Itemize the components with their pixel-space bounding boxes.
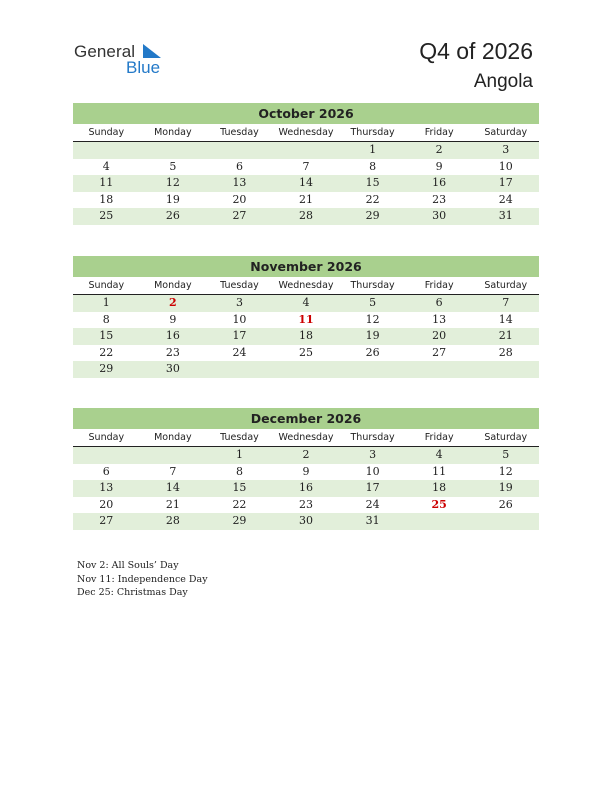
- weekday-label: Sunday: [88, 432, 125, 443]
- day-cell: 16: [299, 481, 314, 494]
- weekday-header-row: [73, 429, 539, 447]
- day-cell: 3: [235, 296, 243, 309]
- weekday-label: Tuesday: [220, 127, 259, 138]
- holiday-day-cell: 2: [169, 296, 177, 309]
- day-cell: [472, 361, 539, 378]
- weekday-label: Saturday: [484, 280, 528, 291]
- day-cell: 21: [299, 192, 314, 206]
- day-cell: 8: [102, 312, 110, 326]
- day-cell: 2: [435, 143, 443, 156]
- weekday-label: Sunday: [88, 280, 125, 291]
- weekday-header-row: [73, 124, 539, 142]
- day-cell: 6: [435, 296, 443, 309]
- day-cell: 11: [99, 176, 114, 189]
- weekday-label: Tuesday: [220, 432, 259, 443]
- day-cell: 4: [302, 296, 310, 309]
- day-cell: 9: [169, 312, 177, 326]
- day-cell: [206, 142, 273, 159]
- day-cell: 9: [435, 159, 443, 173]
- week-row: [73, 295, 539, 312]
- week-row: [73, 192, 539, 209]
- weekday-label: Thursday: [350, 127, 395, 138]
- weekday-label: Friday: [424, 280, 454, 291]
- day-cell: 23: [432, 192, 447, 206]
- day-cell: 20: [432, 329, 447, 342]
- day-cell: 4: [102, 159, 110, 173]
- day-cell: 16: [165, 329, 180, 342]
- day-cell: 27: [99, 514, 114, 527]
- day-cell: 19: [165, 192, 180, 206]
- day-cell: 19: [365, 329, 380, 342]
- day-cell: [472, 513, 539, 530]
- day-cell: 12: [498, 464, 513, 478]
- day-cell: 24: [365, 497, 380, 511]
- day-cell: [406, 513, 473, 530]
- day-cell: 6: [102, 464, 110, 478]
- month-title: October 2026: [73, 103, 539, 124]
- day-cell: [140, 447, 207, 464]
- day-cell: 15: [365, 176, 380, 189]
- day-cell: 2: [302, 448, 310, 461]
- week-row: [73, 480, 539, 497]
- day-cell: 29: [365, 209, 380, 222]
- day-cell: 23: [165, 345, 180, 359]
- day-cell: 27: [432, 345, 447, 359]
- day-cell: 22: [99, 345, 114, 359]
- day-cell: 10: [365, 464, 380, 478]
- day-cell: 1: [235, 448, 243, 461]
- day-cell: 8: [369, 159, 377, 173]
- day-cell: 8: [235, 464, 243, 478]
- day-cell: 28: [299, 209, 314, 222]
- day-cell: [339, 361, 406, 378]
- day-cell: 21: [165, 497, 180, 511]
- day-cell: 10: [232, 312, 247, 326]
- day-cell: 18: [432, 481, 447, 494]
- day-cell: 30: [299, 514, 314, 527]
- generalblue-logo: [74, 42, 174, 78]
- weekday-label: Monday: [154, 127, 192, 138]
- weekday-label: Thursday: [350, 432, 395, 443]
- day-cell: 3: [502, 143, 510, 156]
- day-cell: 1: [102, 296, 110, 309]
- day-cell: 9: [302, 464, 310, 478]
- day-cell: 4: [435, 448, 443, 461]
- day-cell: 6: [235, 159, 243, 173]
- day-cell: 17: [232, 329, 247, 342]
- month-title: November 2026: [73, 256, 539, 277]
- holiday-note: Nov 11: Independence Day: [77, 573, 208, 585]
- weekday-label: Wednesday: [278, 127, 334, 138]
- month-calendar-november: [73, 256, 539, 378]
- day-cell: [273, 142, 340, 159]
- day-cell: 12: [365, 312, 380, 326]
- holiday-notes: [77, 559, 208, 600]
- day-cell: 23: [299, 497, 314, 511]
- day-cell: 17: [498, 176, 513, 189]
- week-row: [73, 159, 539, 176]
- logo-triangle-icon: [141, 44, 163, 60]
- day-cell: 5: [369, 296, 377, 309]
- day-cell: 12: [165, 176, 180, 189]
- day-cell: 30: [165, 362, 180, 375]
- day-cell: 22: [232, 497, 247, 511]
- week-row: [73, 328, 539, 345]
- day-cell: [73, 142, 140, 159]
- week-row: [73, 175, 539, 192]
- day-cell: [73, 447, 140, 464]
- day-cell: 15: [99, 329, 114, 342]
- weekday-label: Friday: [424, 127, 454, 138]
- week-row: [73, 497, 539, 514]
- weekday-label: Thursday: [350, 280, 395, 291]
- week-row: [73, 345, 539, 362]
- day-cell: 18: [299, 329, 314, 342]
- day-cell: 7: [302, 159, 310, 173]
- day-cell: 17: [365, 481, 380, 494]
- day-cell: 13: [99, 481, 114, 494]
- day-cell: 31: [498, 209, 513, 222]
- day-cell: 28: [498, 345, 513, 359]
- day-cell: 27: [232, 209, 247, 222]
- weekday-label: Wednesday: [278, 432, 334, 443]
- country-name: Angola: [473, 71, 533, 92]
- weekday-label: Sunday: [88, 127, 125, 138]
- day-cell: 7: [169, 464, 177, 478]
- day-cell: 29: [232, 514, 247, 527]
- day-cell: 18: [99, 192, 114, 206]
- day-cell: 5: [502, 448, 510, 461]
- day-cell: 21: [498, 329, 513, 342]
- day-cell: 26: [165, 209, 180, 222]
- day-cell: 16: [432, 176, 447, 189]
- day-cell: 26: [365, 345, 380, 359]
- day-cell: 25: [99, 209, 114, 222]
- day-cell: 20: [232, 192, 247, 206]
- day-cell: [206, 361, 273, 378]
- week-row: [73, 312, 539, 329]
- day-cell: 14: [299, 176, 314, 189]
- weekday-label: Saturday: [484, 432, 528, 443]
- logo-word-general: General: [74, 42, 136, 61]
- logo-word-blue: Blue: [126, 58, 161, 77]
- day-cell: 28: [165, 514, 180, 527]
- holiday-day-cell: 11: [298, 312, 314, 326]
- day-cell: 10: [498, 159, 513, 173]
- day-cell: 29: [99, 362, 114, 375]
- page-title: Q4 of 2026: [419, 38, 533, 64]
- day-cell: 14: [165, 481, 180, 494]
- weekday-label: Wednesday: [278, 280, 334, 291]
- day-cell: 20: [99, 497, 114, 511]
- holiday-note: Dec 25: Christmas Day: [77, 587, 188, 598]
- day-cell: 1: [369, 143, 377, 156]
- weekday-label: Saturday: [484, 127, 528, 138]
- weekday-label: Tuesday: [220, 280, 259, 291]
- week-row: [73, 208, 539, 225]
- day-cell: 3: [369, 448, 377, 461]
- day-cell: 22: [365, 192, 380, 206]
- week-row: [73, 447, 539, 464]
- weekday-label: Monday: [154, 432, 192, 443]
- day-cell: 14: [498, 312, 513, 326]
- holiday-note: Nov 2: All Souls’ Day: [77, 560, 179, 571]
- week-row: [73, 142, 539, 159]
- day-cell: 19: [498, 481, 513, 494]
- day-cell: 24: [232, 345, 247, 359]
- day-cell: 30: [432, 209, 447, 222]
- day-cell: [406, 361, 473, 378]
- day-cell: 13: [432, 312, 447, 326]
- day-cell: 26: [498, 497, 513, 511]
- day-cell: 7: [502, 296, 510, 309]
- month-calendar-december: [73, 408, 539, 530]
- day-cell: 24: [498, 192, 513, 206]
- week-row: [73, 361, 539, 378]
- day-cell: [140, 142, 207, 159]
- day-cell: 13: [232, 176, 247, 189]
- day-cell: 31: [365, 514, 380, 527]
- day-cell: 5: [169, 159, 177, 173]
- day-cell: 15: [232, 481, 247, 494]
- weekday-label: Friday: [424, 432, 454, 443]
- week-row: [73, 513, 539, 530]
- month-calendar-october: [73, 103, 539, 225]
- weekday-label: Monday: [154, 280, 192, 291]
- day-cell: 11: [432, 464, 447, 478]
- month-title: December 2026: [73, 408, 539, 429]
- day-cell: 25: [299, 345, 314, 359]
- holiday-day-cell: 25: [431, 497, 447, 511]
- week-row: [73, 464, 539, 481]
- weekday-header-row: [73, 277, 539, 295]
- day-cell: [273, 361, 340, 378]
